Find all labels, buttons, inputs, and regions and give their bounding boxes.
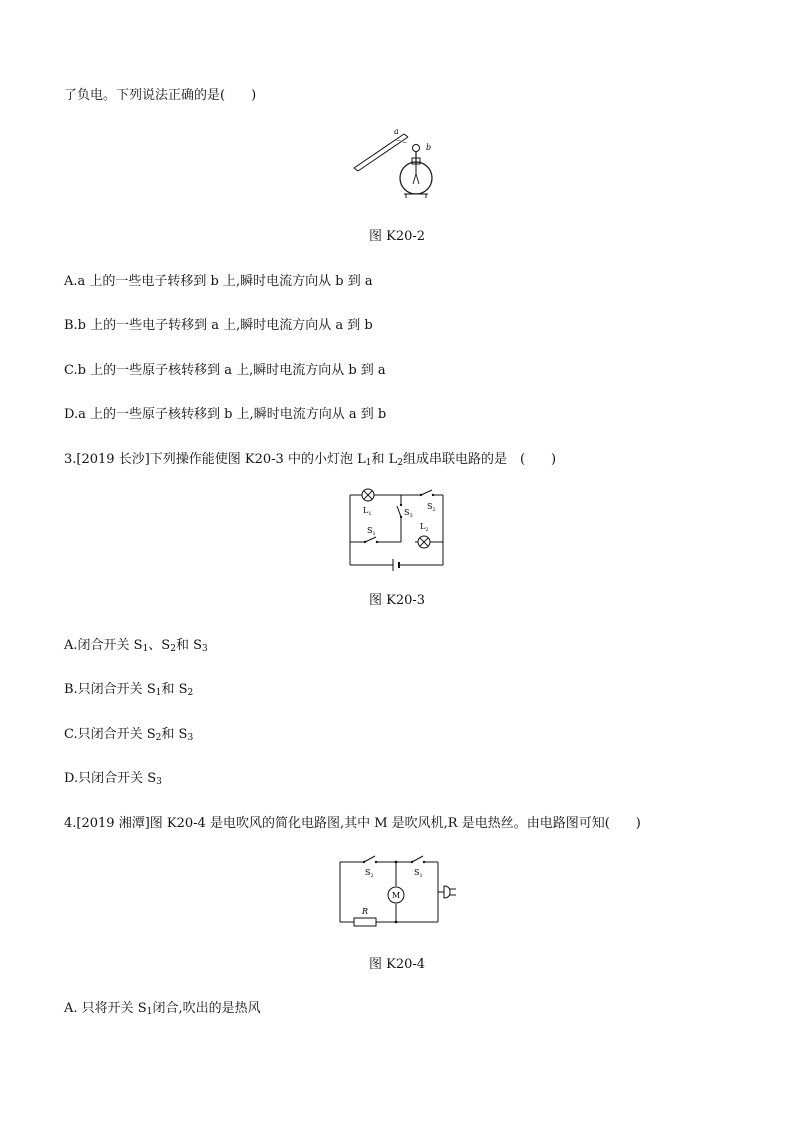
switch-s2 xyxy=(420,490,434,496)
question-2-stem-continuation: 了负电。下列说法正确的是( ) xyxy=(64,88,257,103)
figure-k20-3 xyxy=(345,485,449,573)
figure-k20-4 xyxy=(334,852,464,932)
q3-option-a: A.闭合开关 $S_1$、$S_2$和 $S_3$ xyxy=(64,638,208,654)
charged-rod-a xyxy=(354,134,408,171)
label-b: b xyxy=(426,143,432,152)
switch-s2 xyxy=(363,856,377,863)
option-b: B.b 上的一些电子转移到 a 上,瞬时电流方向从 a 到 b xyxy=(64,318,373,333)
label-s1: $S_1$ xyxy=(414,868,423,879)
battery xyxy=(393,559,399,571)
option-c: C.b 上的一些原子核转移到 a 上,瞬时电流方向从 b 到 a xyxy=(64,363,386,378)
metal-ball-b xyxy=(413,145,420,152)
q3-option-d: D.只闭合开关 $S_3$ xyxy=(64,771,162,787)
label-s3: $S_3$ xyxy=(404,508,413,519)
svg-text:−: − xyxy=(396,137,402,144)
option-a: A.a 上的一些电子转移到 b 上,瞬时电流方向从 b 到 a xyxy=(64,274,373,289)
plug-icon xyxy=(444,886,456,898)
label-s2: $S_2$ xyxy=(365,868,374,879)
series-circuit-diagram xyxy=(345,485,449,573)
figure-k20-2-caption: 图 K20-2 xyxy=(368,229,426,244)
q3-option-b: B.只闭合开关 $S_1$和 $S_2$ xyxy=(64,682,194,698)
label-a: a xyxy=(394,127,399,136)
electroscope-diagram xyxy=(340,122,450,202)
figure-k20-3-caption: 图 K20-3 xyxy=(368,593,426,608)
figure-k20-4-caption: 图 K20-4 xyxy=(368,957,426,972)
question-3-stem: 3.[2019 长沙]下列操作能使图 K20-3 中的小灯泡 $L_1$和 $L_2$组成串联电路的是 ( ) xyxy=(64,452,557,468)
q4-option-a: A. 只将开关 $S_1$闭合,吹出的是热风 xyxy=(64,1001,261,1017)
switch-s1 xyxy=(411,856,425,863)
lamp-l1 xyxy=(362,489,374,501)
figure-k20-2 xyxy=(340,122,450,202)
label-r: R xyxy=(362,907,369,916)
resistor-r xyxy=(354,918,376,926)
label-s2: $S_2$ xyxy=(427,502,436,513)
q3-option-c: C.只闭合开关 $S_2$和 $S_3$ xyxy=(64,727,194,743)
label-l2: $L_2$ xyxy=(420,522,429,533)
label-s1: $S_1$ xyxy=(367,526,376,537)
switch-s1 xyxy=(364,537,378,543)
label-l1: $L_1$ xyxy=(363,506,372,517)
svg-text:−: − xyxy=(402,139,408,146)
lamp-l2 xyxy=(418,536,430,548)
label-m: M xyxy=(392,891,401,900)
switch-s3 xyxy=(397,504,402,518)
option-d: D.a 上的一些原子核转移到 b 上,瞬时电流方向从 a 到 b xyxy=(64,407,387,422)
hair-dryer-circuit-diagram xyxy=(334,852,464,932)
question-4-stem: 4.[2019 湘潭]图 K20-4 是电吹风的简化电路图,其中 M 是吹风机,R 是电热丝。由电路图可知( ) xyxy=(64,816,641,831)
